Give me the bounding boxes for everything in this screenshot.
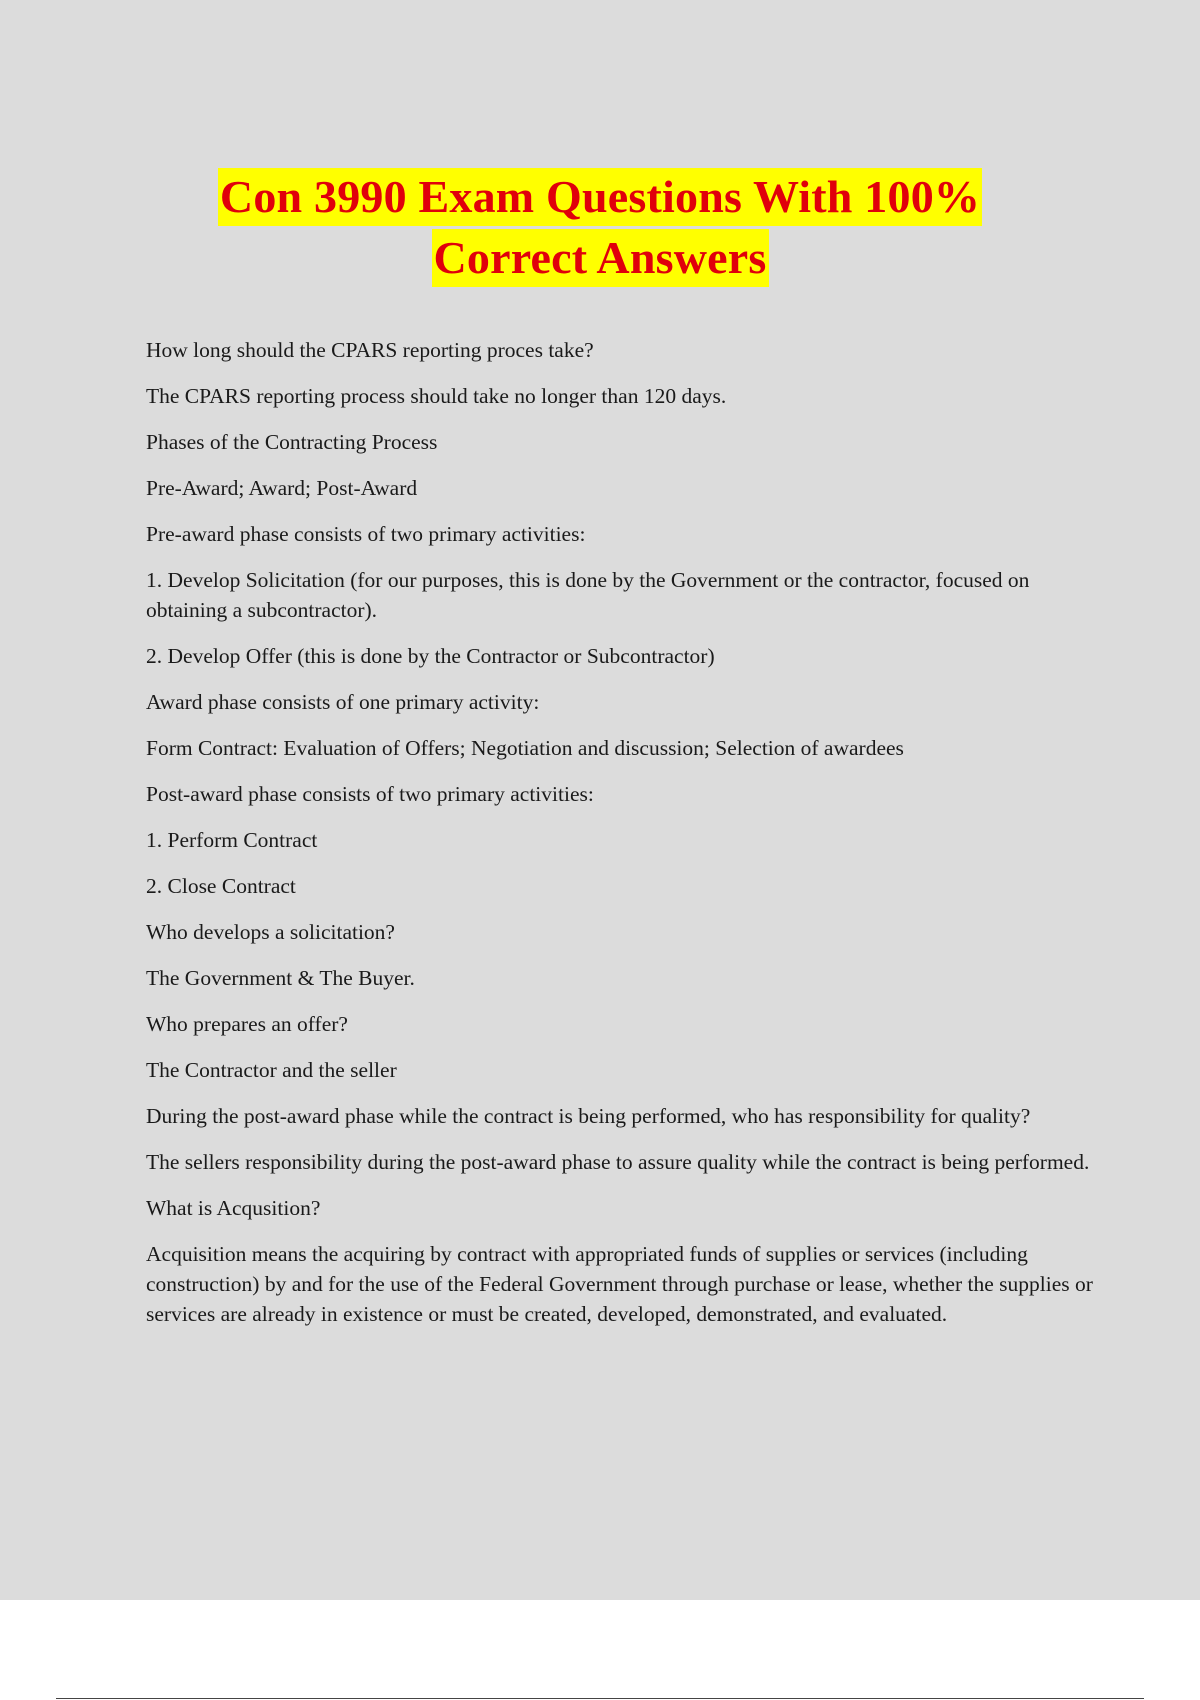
paragraph: 1. Perform Contract [146,828,318,852]
paragraph: Post-award phase consists of two primary activities: [146,782,594,806]
paragraph: The CPARS reporting process should take no longer than 120 days. [146,384,727,408]
paragraph: The Government & The Buyer. [146,966,415,990]
paragraph: Who develops a solicitation? [146,920,395,944]
paragraph: How long should the CPARS reporting proces take? [146,338,594,362]
paragraph: Acquisition means the acquiring by contract with appropriated funds of supplies or services (including construction) by and for the use of the Federal Government through purchase or lease, whether the supplies or services are already in existence or must be created, developed, demonstrated, and evaluated. [146,1242,1093,1326]
page-footer-area [0,1600,1200,1700]
document-title [0,168,1200,290]
paragraph: Who prepares an offer? [146,1012,348,1036]
paragraph: Award phase consists of one primary activity: [146,690,540,714]
paragraph: Phases of the Contracting Process [146,430,438,454]
paragraph: 2. Develop Offer (this is done by the Contractor or Subcontractor) [146,644,715,668]
paragraph: Pre-award phase consists of two primary activities: [146,522,586,546]
paragraph: Pre-Award; Award; Post-Award [146,476,418,500]
paragraph: During the post-award phase while the contract is being performed, who has responsibility for quality? [146,1104,1031,1128]
title-line-1: Con 3990 Exam Questions With 100% [218,168,982,226]
footer-divider [56,1698,1144,1699]
paragraph: Form Contract: Evaluation of Offers; Negotiation and discussion; Selection of awardees [146,736,904,760]
document-body [146,335,1096,1345]
paragraph: 2. Close Contract [146,874,296,898]
paragraph: The Contractor and the seller [146,1058,397,1082]
paragraph: The sellers responsibility during the post-award phase to assure quality while the contract is being performed. [146,1150,1090,1174]
paragraph: 1. Develop Solicitation (for our purposes, this is done by the Government or the contractor, focused on obtaining a subcontractor). [146,568,1030,622]
paragraph: What is Acqusition? [146,1196,321,1220]
title-line-2: Correct Answers [432,229,769,287]
